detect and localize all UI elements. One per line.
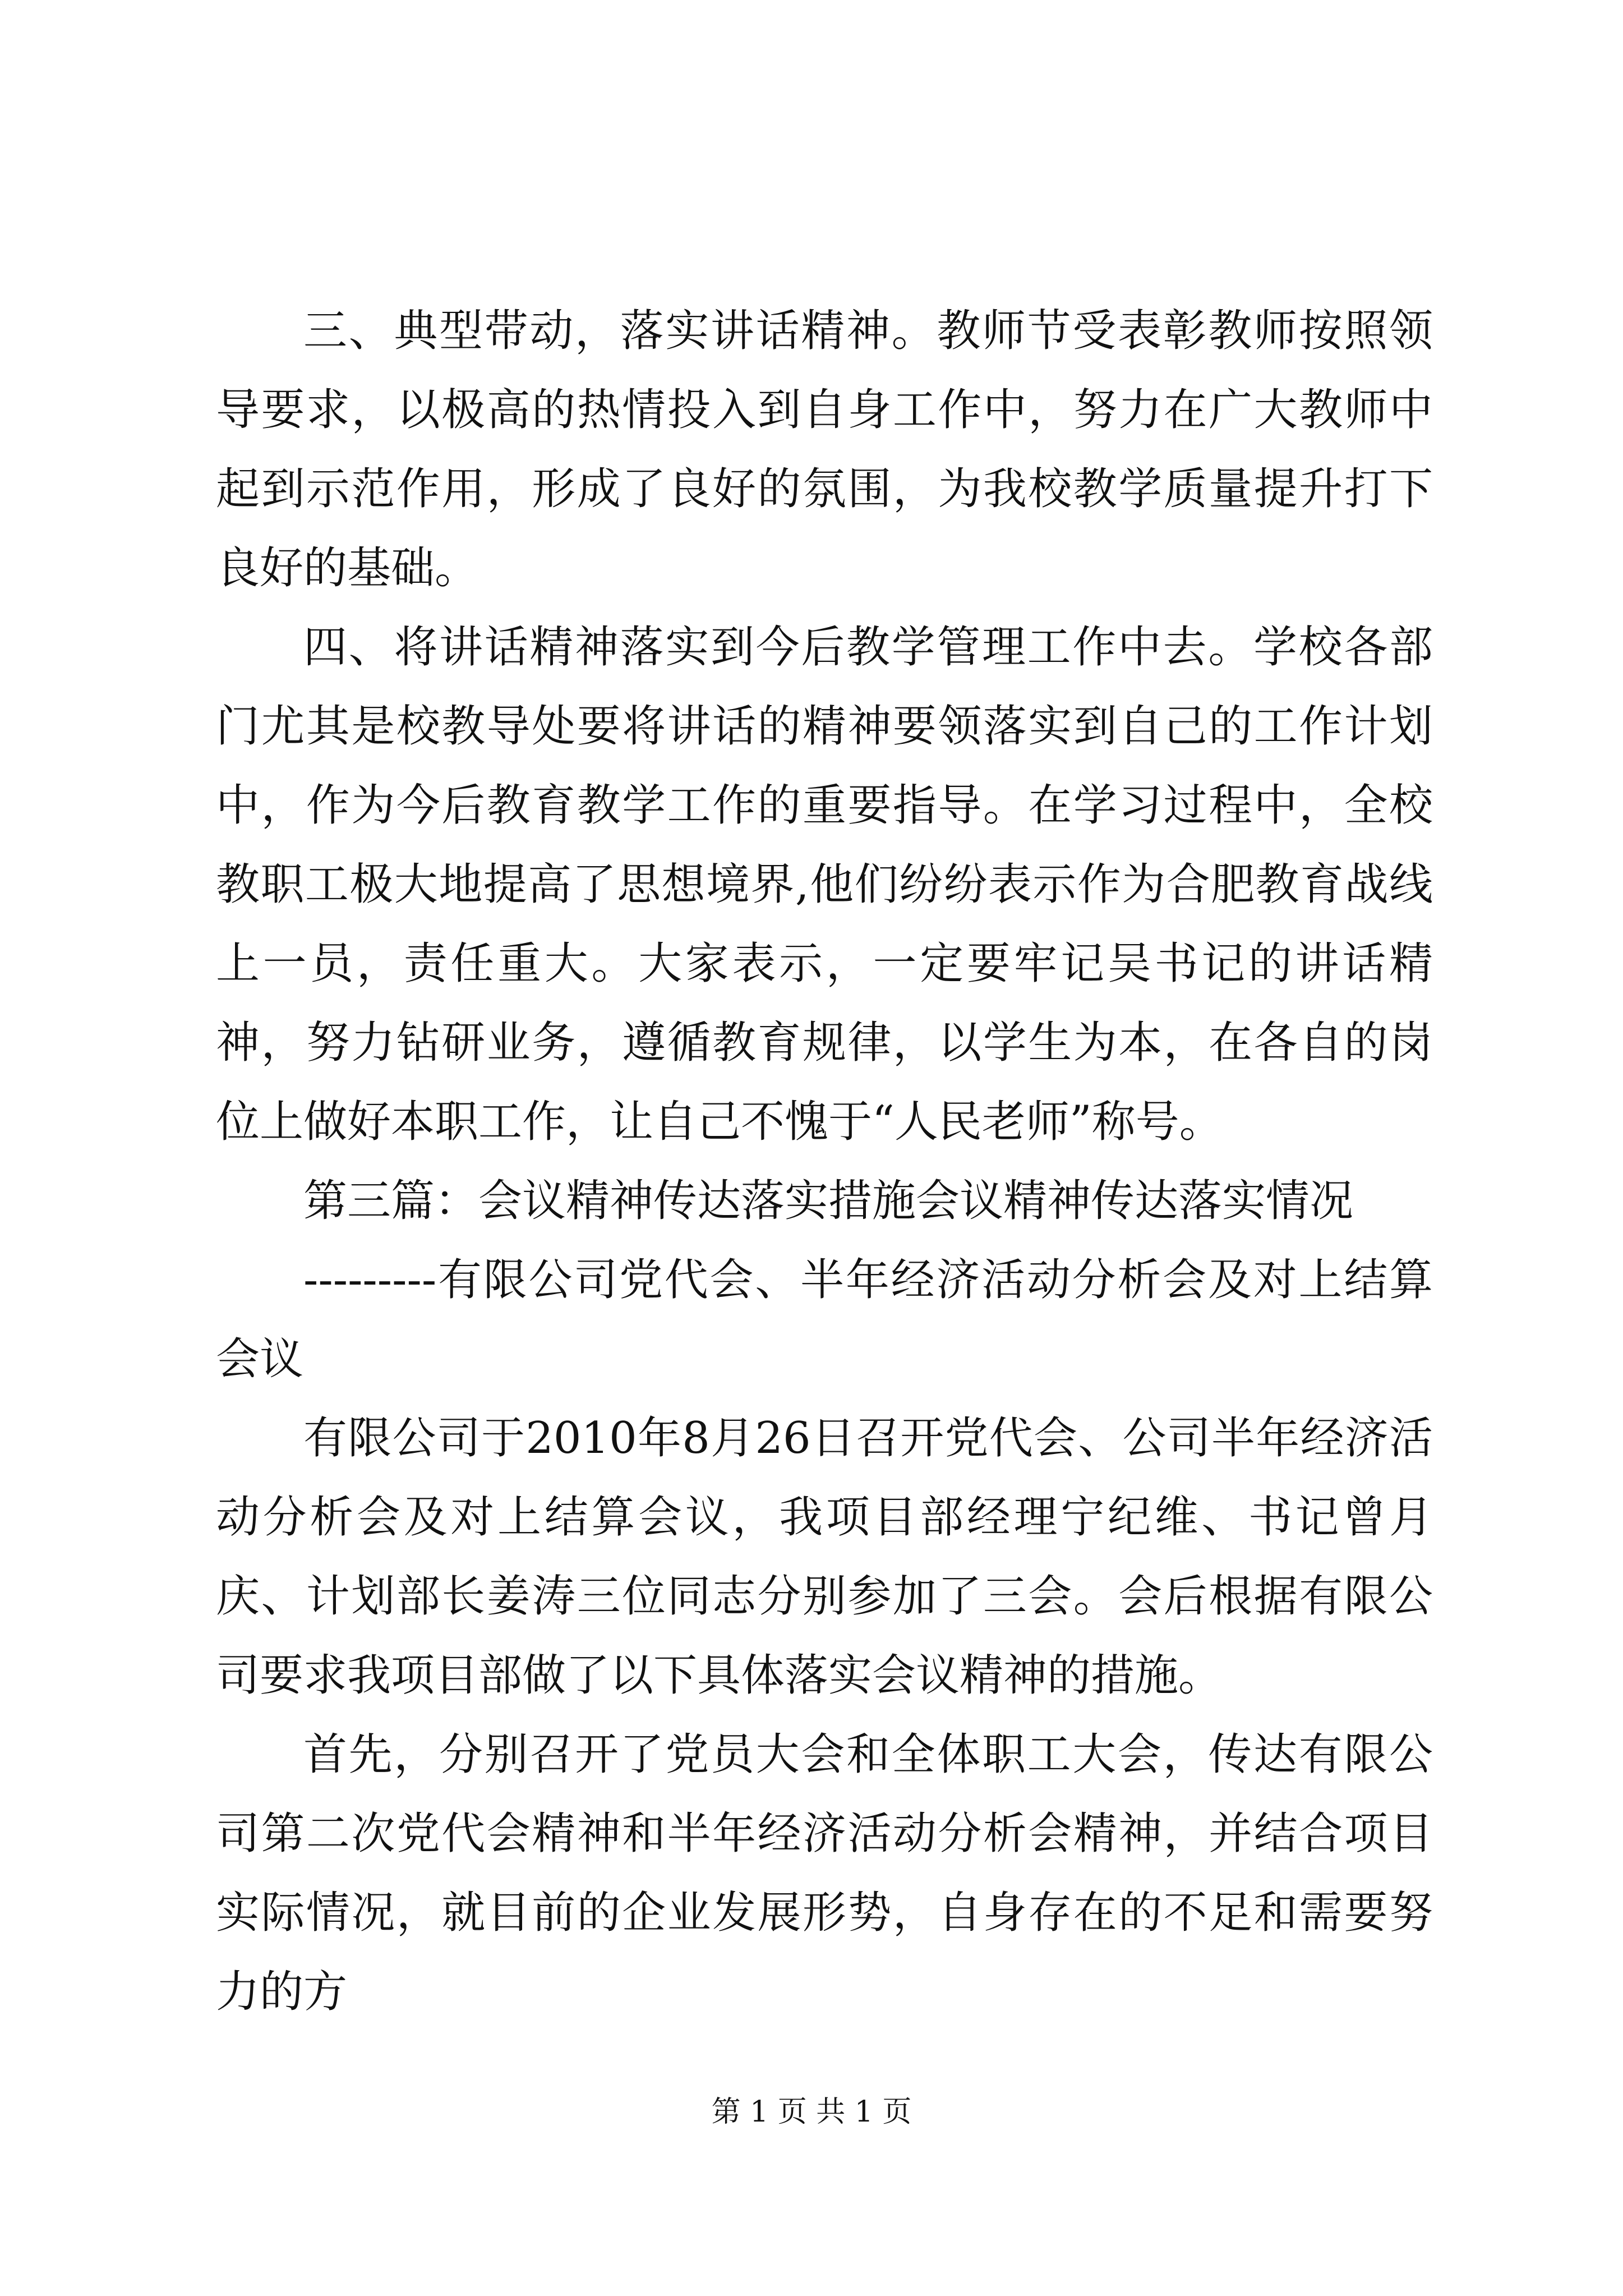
paragraph-point-three: 三、典型带动，落实讲话精神。教师节受表彰教师按照领导要求，以极高的热情投入到自身工作中，努力在广大教师中起到示范作用，形成了良好的氛围，为我校教学质量提升打下良好的基础。 <box>216 306 1433 593</box>
paragraph-first-measure: 首先，分别召开了党员大会和全体职工大会，传达有限公司第二次党代会精神和半年经济活动分析会精神，并结合项目实际情况，就目前的企业发展形势，自身存在的不足和需要努力的方 <box>216 1729 1433 2017</box>
section-heading-part-three: 第三篇：会议精神传达落实措施会议精神传达落实情况 <box>303 1176 1354 1226</box>
paragraph-point-four: 四、将讲话精神落实到今后教学管理工作中去。学校各部门尤其是校教导处要将讲话的精神要领落实到自己的工作计划中，作为今后教育教学工作的重要指导。在学习过程中，全校教职工极大地提高了思想境界,他们纷纷表示作为合肥教育战线上一员，责任重大。大家表示，一定要牢记吴书记的讲话精神，努力钻研业务，遵循教育规律，以学生为本，在各自的岗位上做好本职工作，让自己不愧于“人民老师”称号。 <box>216 622 1433 1147</box>
document-body <box>216 292 1433 2032</box>
paragraph-meeting-summary: 有限公司于2010年8月26日召开党代会、公司半年经济活动分析会及对上结算会议，我项目部经理宁纪维、书记曾月庆、计划部长姜涛三位同志分别参加了三会。会后根据有限公司要求我项目部做了以下具体落实会议精神的措施。 <box>216 1413 1433 1701</box>
section-subheading: ---------有限公司党代会、半年经济活动分析会及对上结算会议 <box>216 1255 1433 1384</box>
page-footer: 第 1 页 共 1 页 <box>711 2095 912 2129</box>
